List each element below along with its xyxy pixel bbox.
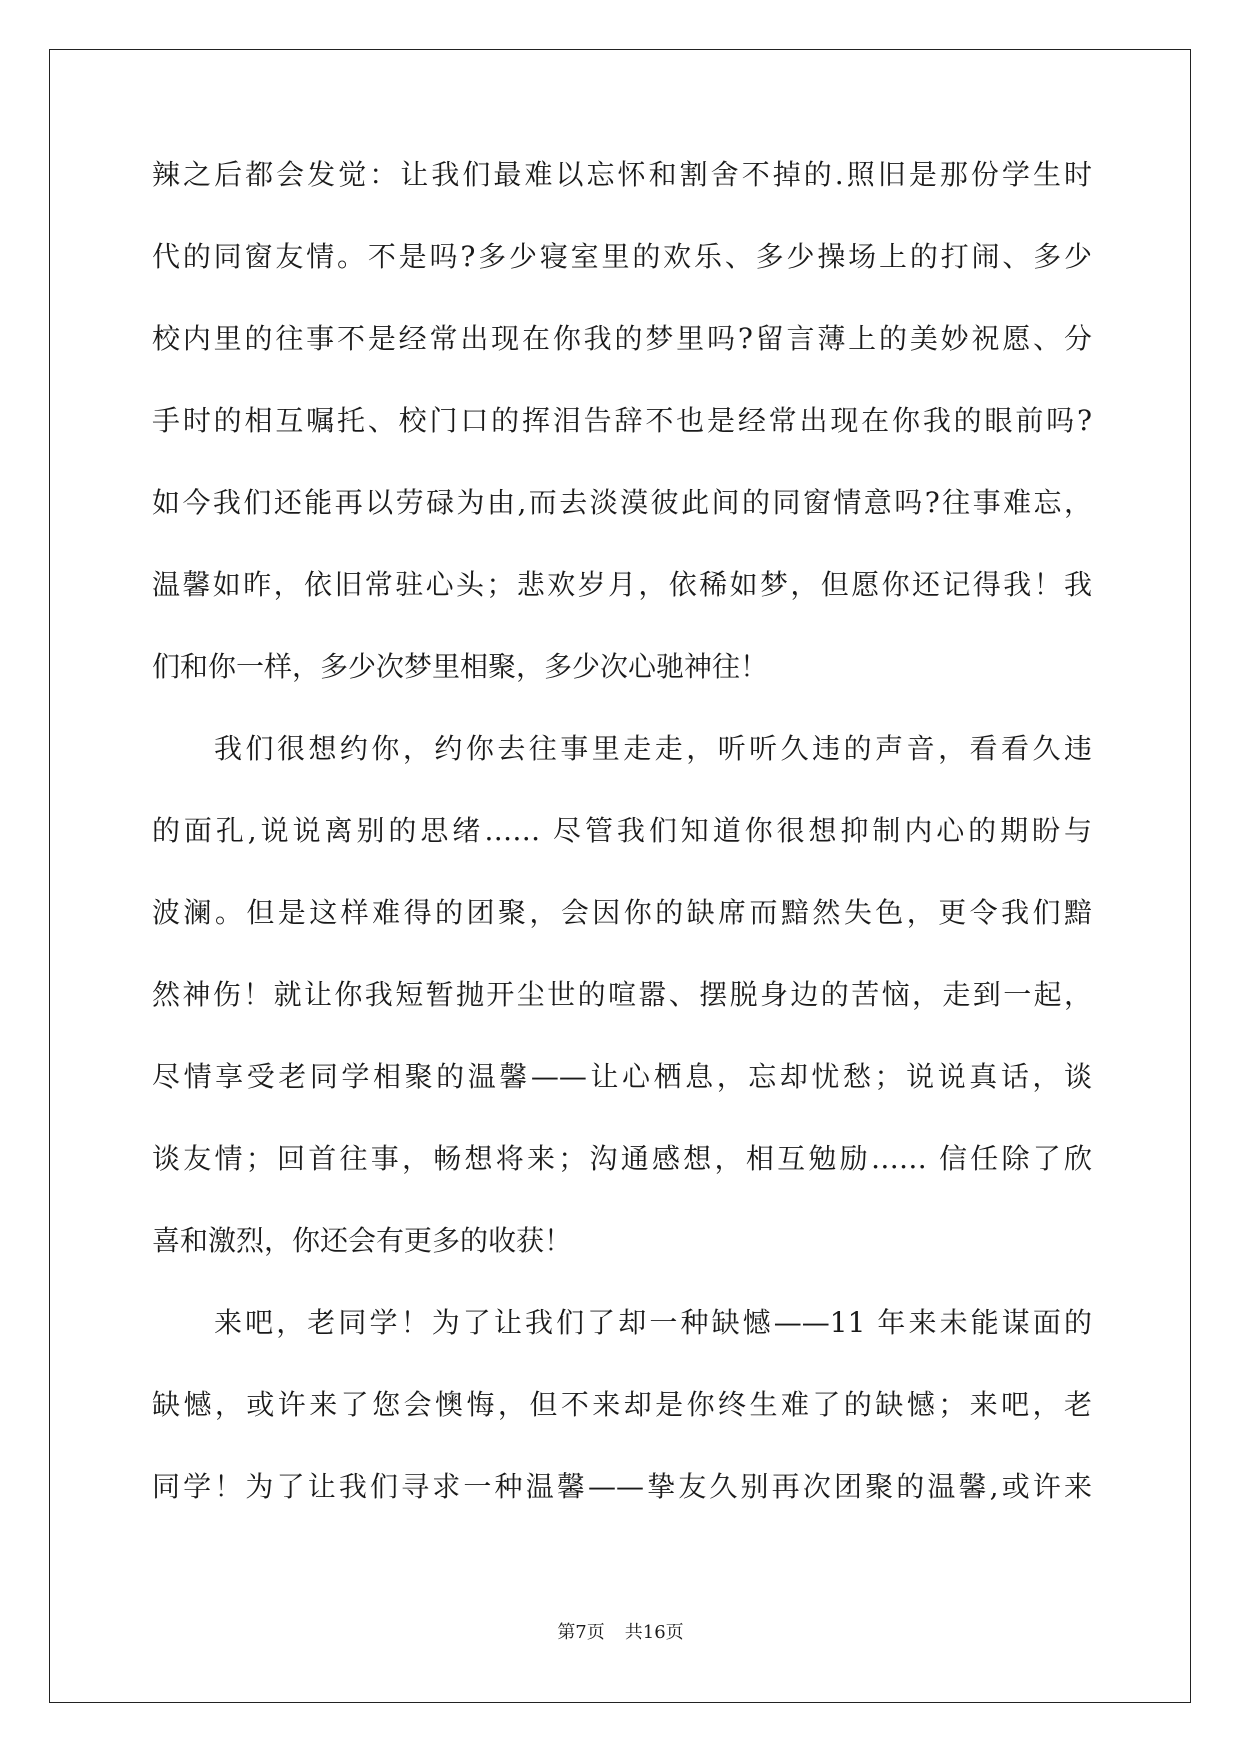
text-line: 的面孔,说说离别的思绪…… 尽管我们知道你很想抑制内心的期盼与 [152, 814, 1092, 847]
text-line: 缺憾，或许来了您会懊悔，但不来却是你终生难了的缺憾；来吧，老 [152, 1388, 1092, 1421]
text-line: 温馨如昨，依旧常驻心头；悲欢岁月，依稀如梦，但愿你还记得我！我 [152, 568, 1092, 601]
text-line: 喜和激烈，你还会有更多的收获！ [152, 1224, 573, 1257]
text-line: 校内里的往事不是经常出现在你我的梦里吗?留言薄上的美妙祝愿、分 [152, 322, 1092, 355]
text-line: 辣之后都会发觉：让我们最难以忘怀和割舍不掉的.照旧是那份学生时 [152, 158, 1092, 191]
document-body [152, 160, 1092, 1554]
text-line: 我们很想约你，约你去往事里走走，听听久违的声音，看看久违 [214, 732, 1092, 765]
text-line: 如今我们还能再以劳碌为由,而去淡漠彼此间的同窗情意吗?往事难忘， [152, 486, 1092, 519]
text-line: 来吧，老同学！为了让我们了却一种缺憾——11 年来未能谋面的 [214, 1306, 1092, 1339]
page-number: 第7页 [557, 1622, 605, 1643]
text-line: 波澜。但是这样难得的团聚，会因你的缺席而黯然失色，更令我们黯 [152, 896, 1092, 929]
text-line: 尽情享受老同学相聚的温馨——让心栖息，忘却忧愁；说说真话，谈 [152, 1060, 1092, 1093]
page-footer [0, 1618, 1241, 1644]
text-line: 然神伤！就让你我短暂抛开尘世的喧嚣、摆脱身边的苦恼，走到一起， [152, 978, 1092, 1011]
text-line: 同学！为了让我们寻求一种温馨——挚友久别再次团聚的温馨,或许来 [152, 1470, 1092, 1503]
text-line: 手时的相互嘱托、校门口的挥泪告辞不也是经常出现在你我的眼前吗? [152, 404, 1092, 437]
page-total: 共16页 [624, 1622, 684, 1643]
text-line: 代的同窗友情。不是吗?多少寝室里的欢乐、多少操场上的打闹、多少 [152, 240, 1092, 273]
text-line: 们和你一样，多少次梦里相聚，多少次心驰神往！ [152, 650, 769, 683]
text-line: 谈友情；回首往事，畅想将来；沟通感想，相互勉励…… 信任除了欣 [152, 1142, 1092, 1175]
